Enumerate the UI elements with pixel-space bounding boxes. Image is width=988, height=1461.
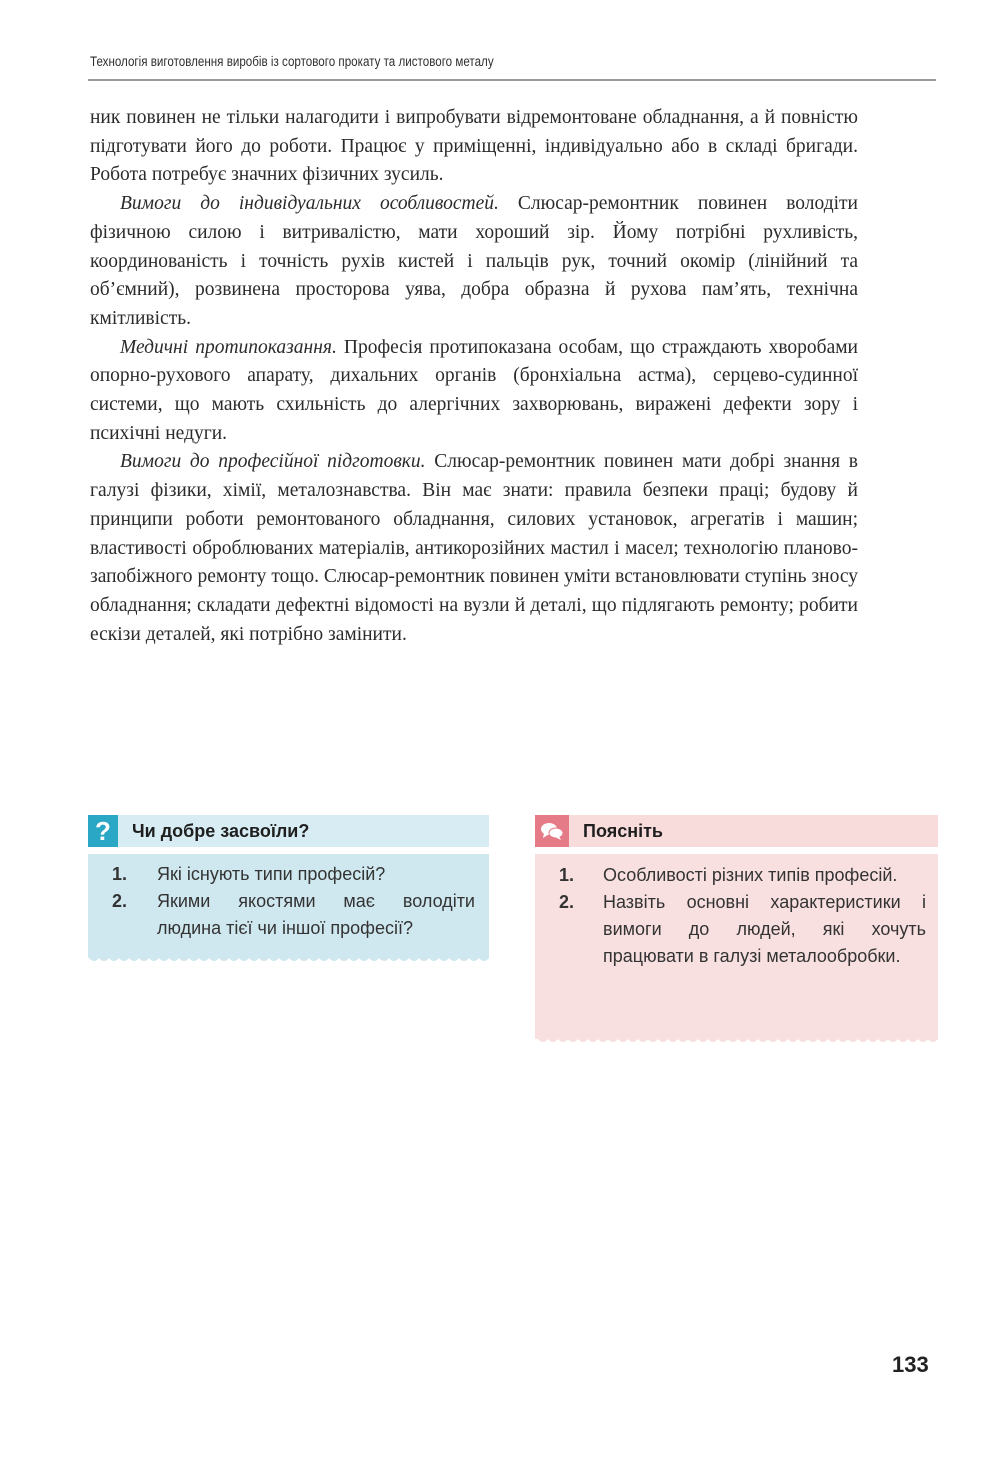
paragraph-text: Слюсар-ремонтник повинен володіти фізичною силою і витривалістю, мати хороший зір. Йому потрібні рухливість, координованість і точність рухів кистей і пальців рук, точний окомір (лінійний та об’ємний), розвинена просторова уява, добра образна й рухова пам’ять, технічна кмітливість.: [90, 193, 858, 329]
paragraph-1: ник повинен не тільки налагодити і випробувати відремонтоване обладнання, а й повністю підготувати його до роботи. Працює у приміщенні, індивідуально або в складі бригади. Робота потребує значних фізичних зусиль.: [90, 107, 858, 186]
item-text: Якими якостями має володіти людина тієї чи іншої професії?: [157, 891, 475, 938]
question-box-header: [88, 815, 489, 847]
paragraph-lead: Вимоги до професійної підготовки.: [120, 451, 426, 473]
wavy-edge: [88, 956, 489, 964]
main-text: [90, 104, 858, 649]
explain-box-body: [535, 854, 938, 1039]
page-number: 133: [892, 1352, 929, 1377]
paragraph-lead: Вимоги до індивідуальних особливостей.: [120, 193, 499, 215]
item-number: 2.: [112, 891, 128, 911]
explain-box-header: [535, 815, 938, 847]
question-mark-icon: ?: [88, 815, 118, 847]
paragraph-individual-requirements: [90, 190, 858, 334]
item-number: 1.: [559, 865, 575, 885]
speech-bubbles-icon: [535, 815, 569, 847]
list-item: [88, 861, 489, 888]
header-rule: [88, 79, 936, 81]
wavy-edge: [535, 1037, 938, 1045]
paragraph-professional-training: [90, 448, 858, 649]
list-item: [535, 889, 938, 970]
item-number: 2.: [559, 892, 575, 912]
running-head: Технологія виготовлення виробів із сортового прокату та листового металу: [90, 54, 494, 69]
paragraph-medical-contraindications: [90, 334, 858, 449]
list-item: [535, 862, 938, 889]
question-box-title: Чи добре засвоїли?: [132, 820, 310, 841]
question-box-body: [88, 854, 489, 958]
item-text: Особливості різних типів професій.: [603, 865, 898, 885]
explain-box: [535, 815, 938, 1044]
item-text: Які існують типи професій?: [157, 864, 386, 884]
explain-box-title: Поясніть: [583, 820, 663, 841]
paragraph-text: Професія протипоказана особам, що страждають хворобами опорно-рухового апарату, дихальних органів (бронхіальна астма), серцево-судинної системи, що мають схильність до алергічних захворювань, виражені дефекти зору і психічні недуги.: [90, 336, 858, 444]
item-text: Назвіть основні характеристики і вимоги до людей, які хочуть працювати в галузі металообробки.: [603, 892, 926, 966]
list-item: [88, 888, 489, 942]
paragraph-text: Слюсар-ремонтник повинен мати добрі знання в галузі фізики, хімії, металознавства. Він має знати: правила безпеки праці; будову й принципи роботи ремонтованого обладнання, силових установок, агрегатів і машин; властивості оброблюваних матеріалів, антикорозійних мастил і масел; технологію планово-запобіжного ремонту тощо. Слюсар-ремонтник повинен уміти встановлювати ступінь зносу обладнання; складати дефектні відомості на вузли й деталі, що підлягають ремонту; робити ескізи деталей, які потрібно замінити.: [90, 451, 858, 645]
question-box: [88, 815, 489, 963]
item-number: 1.: [112, 864, 128, 884]
paragraph-lead: Медичні протипоказання.: [120, 336, 337, 358]
